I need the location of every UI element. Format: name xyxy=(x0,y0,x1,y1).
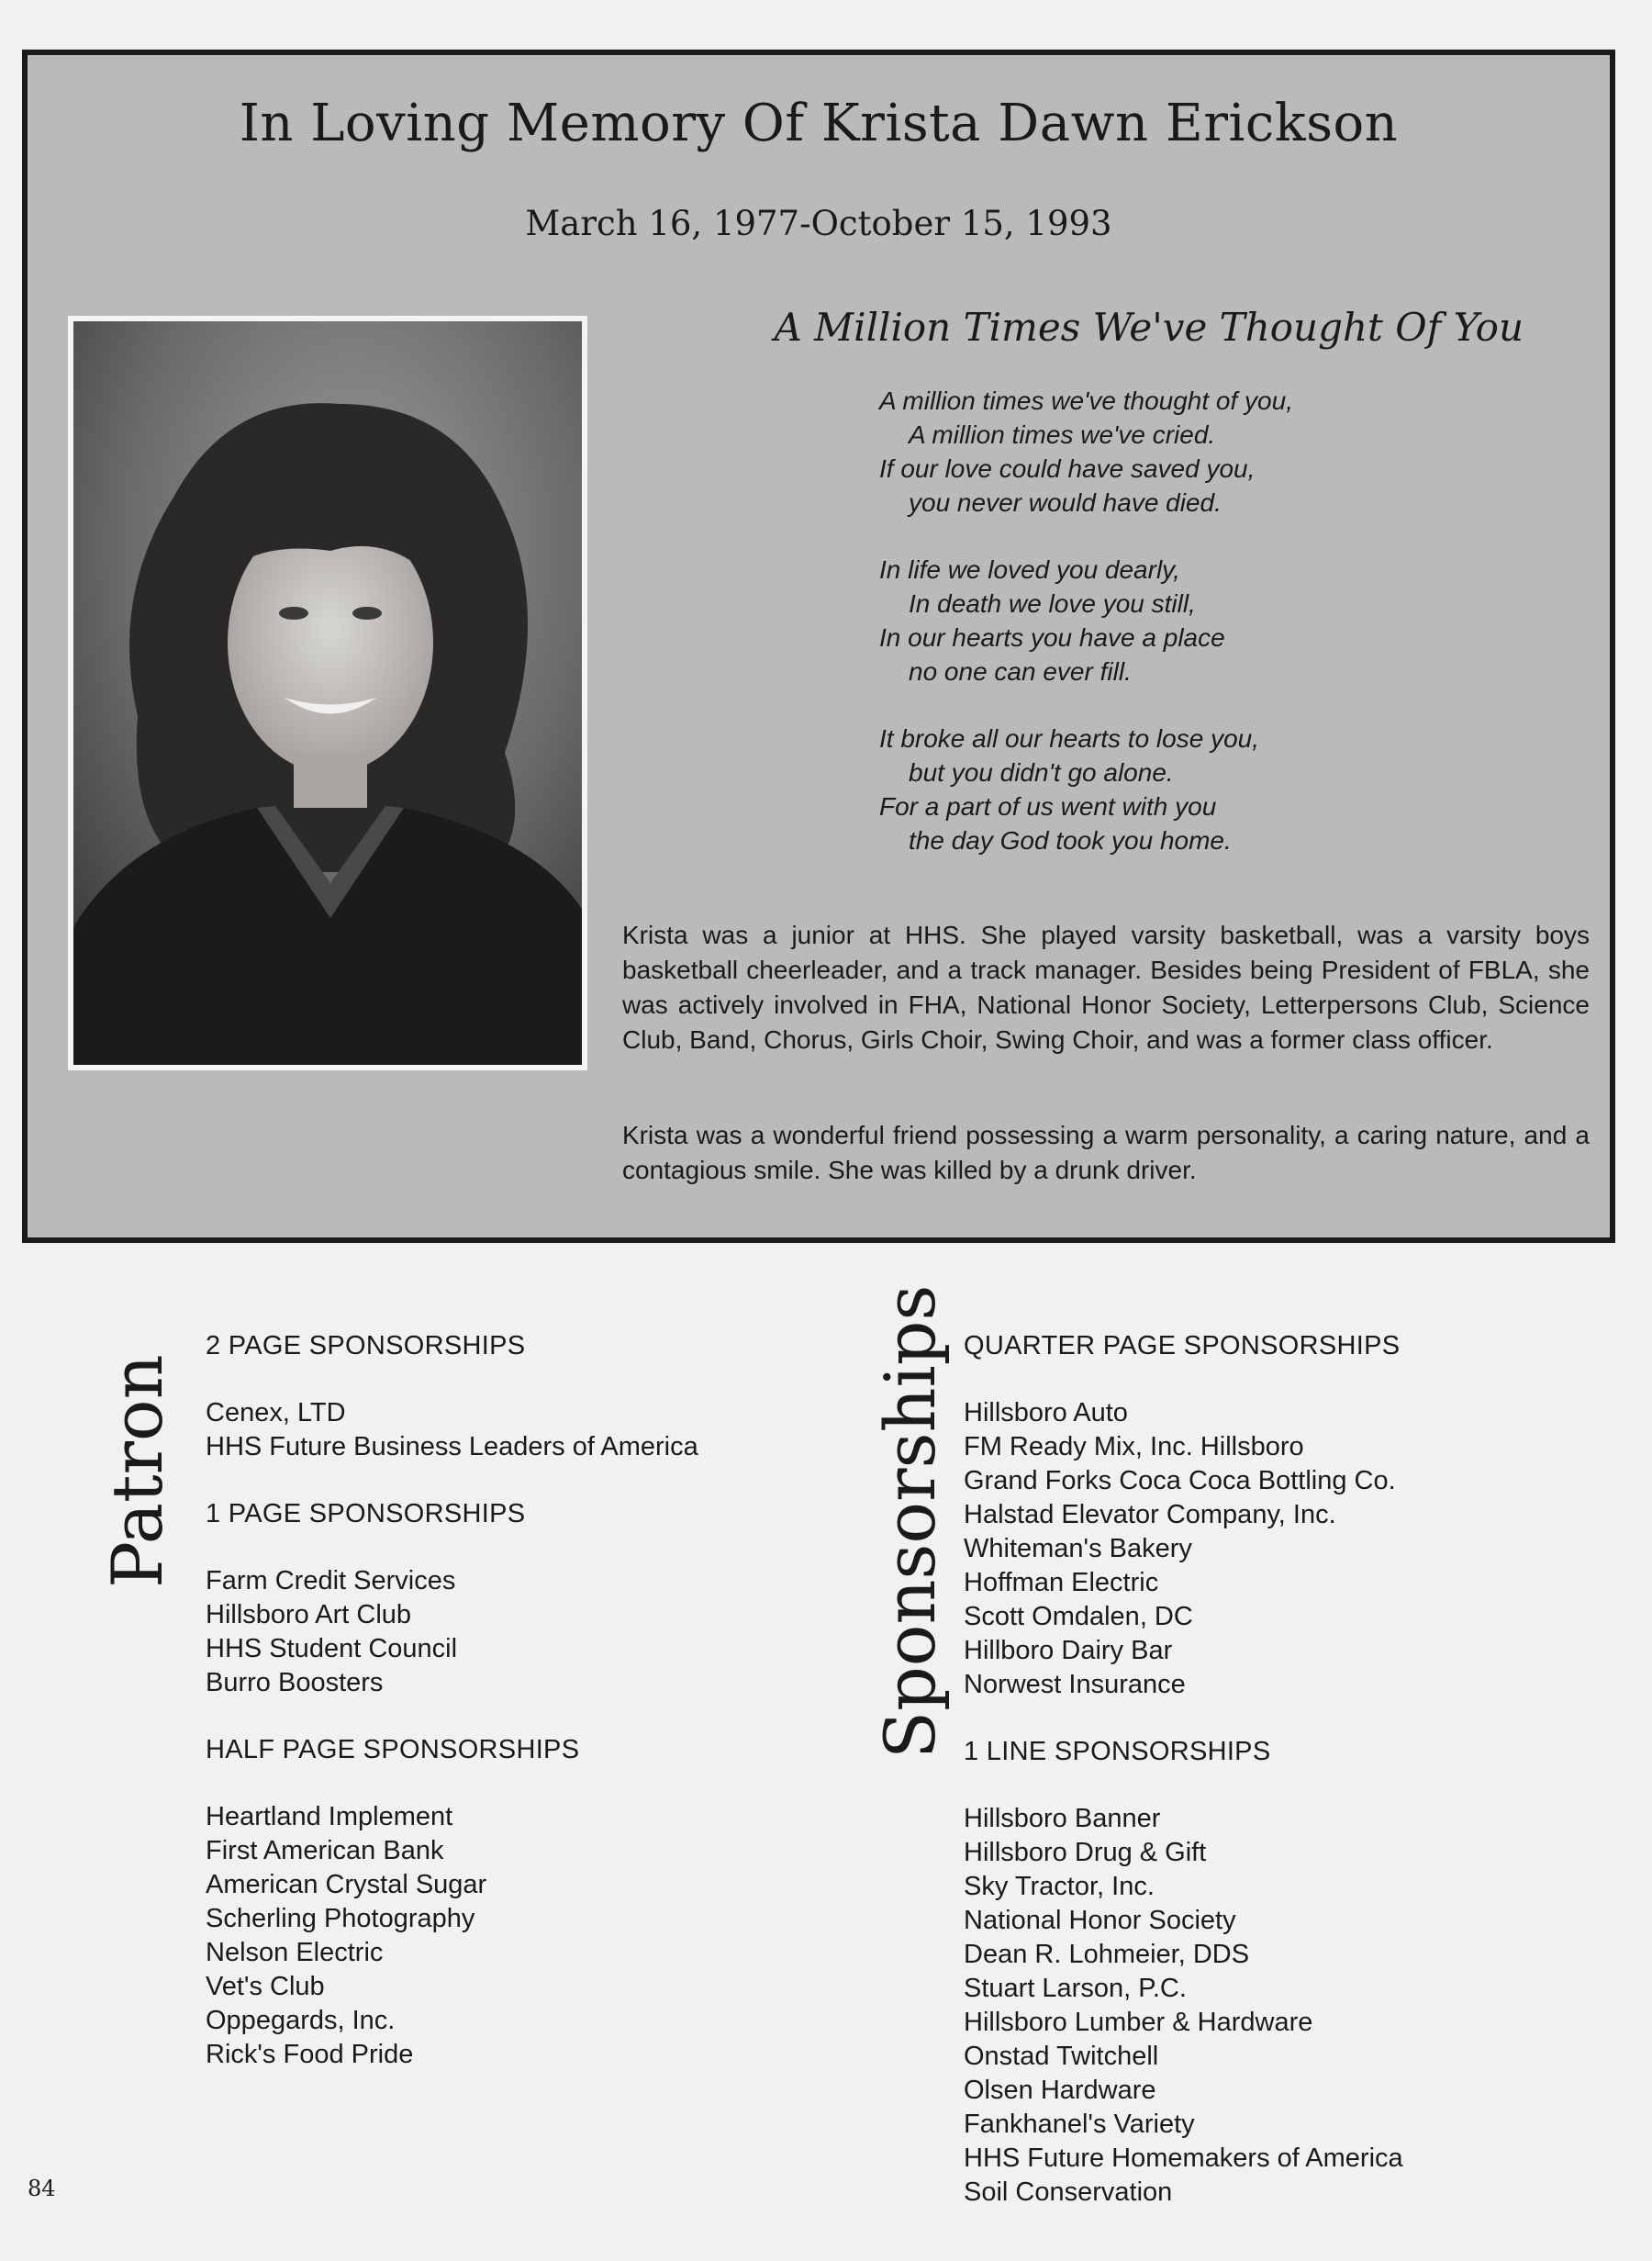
section-heading: 1 PAGE SPONSORSHIPS xyxy=(206,1499,526,1528)
poem xyxy=(879,384,1448,890)
sponsor-item: Fankhanel's Variety xyxy=(964,2110,1195,2139)
sponsor-item: Hillsboro Art Club xyxy=(206,1600,412,1629)
sponsor-item: Nelson Electric xyxy=(206,1938,384,1967)
sponsor-item: Hillsboro Drug & Gift xyxy=(964,1838,1207,1867)
two-page-sponsorships xyxy=(206,1329,793,1464)
biography-paragraph: Krista was a junior at HHS. She played varsity basketball, was a varsity boys basketball cheerleader, and a track manager. Besides being President of FBLA, she was actively involved in FHA, National Honor Society, Letterpersons Club, Science Club, Band, Chorus, Girls Choir, Swing Choir, and was a former class officer. xyxy=(622,921,1590,1054)
sponsor-item: National Honor Society xyxy=(964,1906,1236,1935)
sponsor-item: Hillboro Dairy Bar xyxy=(964,1636,1173,1665)
patron-column xyxy=(206,1329,793,2105)
poem-line: If our love could have saved you, xyxy=(879,454,1256,483)
sponsor-item: Halstad Elevator Company, Inc. xyxy=(964,1500,1336,1529)
sponsor-item: Hillsboro Lumber & Hardware xyxy=(964,2008,1313,2037)
sponsor-item: Scherling Photography xyxy=(206,1904,475,1933)
section-heading: 1 LINE SPONSORSHIPS xyxy=(964,1737,1271,1766)
poem-line: no one can ever fill. xyxy=(909,657,1132,686)
patron-vertical-title: Patron xyxy=(96,1354,178,1588)
sponsor-item: HHS Future Homemakers of America xyxy=(964,2143,1403,2173)
sponsor-item: Burro Boosters xyxy=(206,1668,384,1697)
poem-stanza xyxy=(879,384,1448,520)
sponsor-item: First American Bank xyxy=(206,1836,444,1865)
poem-line: In life we loved you dearly, xyxy=(879,555,1180,584)
half-page-sponsorships xyxy=(206,1733,793,2072)
poem-stanza xyxy=(879,722,1448,857)
sponsor-item: Farm Credit Services xyxy=(206,1566,456,1595)
poem-line: the day God took you home. xyxy=(909,826,1232,855)
sponsor-item: HHS Future Business Leaders of America xyxy=(206,1432,698,1461)
sponsorships-vertical-title: Sponsorships xyxy=(869,1284,951,1759)
sponsor-item: American Crystal Sugar xyxy=(206,1870,487,1899)
sponsor-item: Oppegards, Inc. xyxy=(206,2006,396,2035)
poem-line: In our hearts you have a place xyxy=(879,623,1225,652)
sponsor-item: Whiteman's Bakery xyxy=(964,1534,1192,1563)
biography-paragraph: Krista was a wonderful friend possessing a warm personality, a caring nature, and a contagious smile. She was killed by a drunk driver. xyxy=(622,1121,1590,1184)
sponsor-item: Onstad Twitchell xyxy=(964,2042,1159,2071)
section-heading: QUARTER PAGE SPONSORSHIPS xyxy=(964,1331,1401,1360)
sponsor-item: Hoffman Electric xyxy=(964,1568,1159,1597)
page-number: 84 xyxy=(28,2176,56,2201)
poem-line: A million times we've cried. xyxy=(909,420,1216,449)
poem-line: It broke all our hearts to lose you, xyxy=(879,724,1259,753)
poem-line: For a part of us went with you xyxy=(879,792,1217,821)
memorial-box xyxy=(22,50,1615,1243)
sponsor-item: Hillsboro Auto xyxy=(964,1398,1128,1427)
poem-title: A Million Times We've Thought Of You xyxy=(774,305,1524,350)
poem-line: In death we love you still, xyxy=(909,589,1196,618)
sponsor-item: Rick's Food Pride xyxy=(206,2040,414,2069)
poem-line: you never would have died. xyxy=(909,488,1222,517)
poem-stanza xyxy=(879,553,1448,688)
portrait-photo xyxy=(68,316,587,1070)
sponsor-item: HHS Student Council xyxy=(206,1634,458,1663)
sponsor-item: Norwest Insurance xyxy=(964,1670,1186,1699)
quarter-page-sponsorships xyxy=(964,1329,1606,1702)
sponsor-item: Dean R. Lohmeier, DDS xyxy=(964,1940,1250,1969)
sponsor-item: Heartland Implement xyxy=(206,1802,453,1831)
memorial-dates: March 16, 1977-October 15, 1993 xyxy=(525,204,1112,243)
sponsor-item: Stuart Larson, P.C. xyxy=(964,1974,1187,2003)
sponsor-item: Soil Conservation xyxy=(964,2177,1173,2207)
one-line-sponsorships xyxy=(964,1735,1606,2210)
sponsor-item: Scott Omdalen, DC xyxy=(964,1602,1193,1631)
section-heading: HALF PAGE SPONSORSHIPS xyxy=(206,1735,580,1764)
sponsor-item: Hillsboro Banner xyxy=(964,1804,1161,1833)
poem-line: but you didn't go alone. xyxy=(909,758,1174,787)
one-page-sponsorships xyxy=(206,1497,793,1700)
sponsor-item: Olsen Hardware xyxy=(964,2076,1156,2105)
sponsor-item: Vet's Club xyxy=(206,1972,325,2001)
portrait-image xyxy=(73,321,582,1065)
sponsorships-column xyxy=(964,1329,1606,2243)
sponsor-item: Grand Forks Coca Coca Bottling Co. xyxy=(964,1466,1396,1495)
sponsor-item: FM Ready Mix, Inc. Hillsboro xyxy=(964,1432,1304,1461)
poem-line: A million times we've thought of you, xyxy=(879,386,1293,415)
section-heading: 2 PAGE SPONSORSHIPS xyxy=(206,1331,526,1360)
memorial-title: In Loving Memory Of Krista Dawn Erickson xyxy=(239,94,1399,153)
sponsor-item: Cenex, LTD xyxy=(206,1398,346,1427)
sponsor-item: Sky Tractor, Inc. xyxy=(964,1872,1155,1901)
